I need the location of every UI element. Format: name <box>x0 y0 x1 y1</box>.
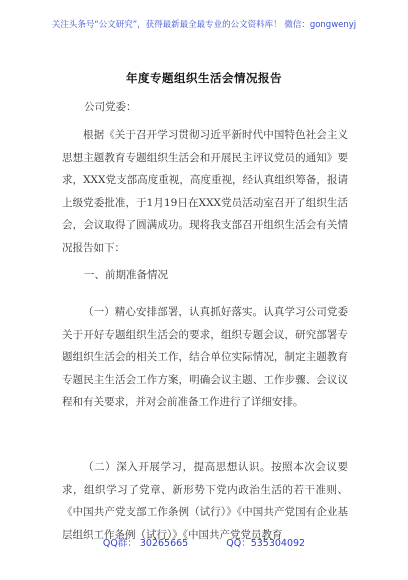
paragraph-text: （一）精心安排部署，认真抓好落实。认真学习公司党委关于开好专题组织生活会的要求，组织专题会议，研究部署专题组织生活会的相关工作，结合单位实际情况，制定主题教育专题民主生活会工作方案，明确会议主题、工作步骤、会议议程和有关要求，并对会前准备工作进行了详细安排。 <box>62 306 348 408</box>
qq-group: QQ群： 30265665 <box>102 538 189 549</box>
paragraph-preparation <box>62 301 348 414</box>
salutation: 公司党委： <box>84 101 137 113</box>
paragraph-text: 根据《关于召开学习贯彻习近平新时代中国特色社会主义思想主题教育专题组织生活会和开展民主评议党员的通知》要求，XXX党支部高度重视，高度重视，经认真组织筹备，报请上级党委批准，于1月19日在XXX党员活动室召开了组织生活会，会议取得了圆满成功。现将我支部召开组织生活会有关情况报告如下： <box>62 129 348 254</box>
paragraph-text: （二）深入开展学习，提高思想认识。按照本次会议要求，组织学习了党章、新形势下党内政治生活的若干准则、《中国共产党支部工作条例（试行）》《中国共产党国有企业基层组织工作条例（试行）》《中国共产党党员教育 <box>62 461 348 541</box>
paragraph-intro <box>62 124 348 259</box>
section-heading: 一、前期准备情况 <box>84 269 168 281</box>
document-title: 年度专题组织生活会情况报告 <box>126 71 282 85</box>
paragraph-study <box>62 456 348 546</box>
promo-banner: 关注头条号“公文研究”，获得最新最全最专业的公文资料库！ 微信：gongwenyj <box>51 20 357 30</box>
footer-contact <box>0 535 408 549</box>
qq-number: QQ：535304092 <box>226 538 306 549</box>
